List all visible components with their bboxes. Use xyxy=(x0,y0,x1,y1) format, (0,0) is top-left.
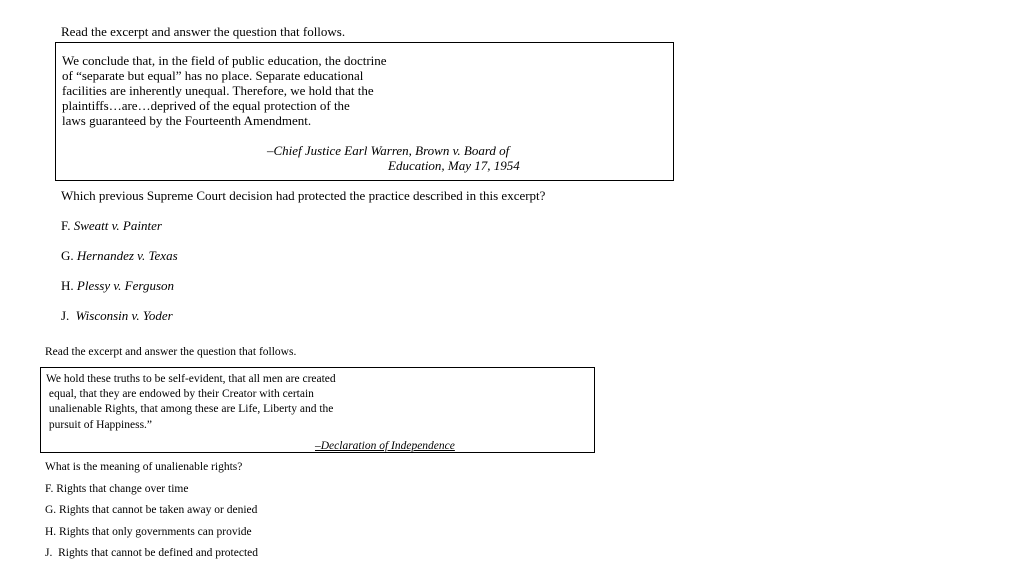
q1-excerpt-line: We conclude that, in the field of public education, the doctrine xyxy=(62,53,387,68)
q2-option-j[interactable]: J. Rights that cannot be defined and protected xyxy=(45,547,259,559)
q1-prompt: Which previous Supreme Court decision had protected the practice described in this excerpt? xyxy=(61,188,546,203)
q2-excerpt-line: We hold these truths to be self-evident, that all men are created xyxy=(46,373,336,385)
q2-option-h[interactable]: H. Rights that only governments can provide xyxy=(45,526,252,538)
option-text: Wisconsin v. Yoder xyxy=(75,308,173,323)
q1-attribution-line1: –Chief Justice Earl Warren, Brown v. Board of xyxy=(267,143,510,158)
q2-prompt: What is the meaning of unalienable rights? xyxy=(45,461,243,473)
option-text: Sweatt v. Painter xyxy=(73,218,162,233)
option-letter: F. xyxy=(61,218,71,233)
q2-excerpt-line: pursuit of Happiness.” xyxy=(46,419,153,431)
q2-excerpt-line: unalienable Rights, that among these are Life, Liberty and the xyxy=(46,403,334,415)
q1-excerpt-line: facilities are inherently unequal. Therefore, we hold that the xyxy=(62,83,374,98)
q1-excerpt-box xyxy=(55,42,674,181)
q2-excerpt-line: equal, that they are endowed by their Creator with certain xyxy=(46,388,314,400)
q1-option-f[interactable] xyxy=(61,218,162,234)
q2-instruction: Read the excerpt and answer the question that follows. xyxy=(45,346,297,358)
q1-excerpt-line: plaintiffs…are…deprived of the equal protection of the xyxy=(62,98,350,113)
option-text: Hernandez v. Texas xyxy=(76,248,178,263)
q1-option-g[interactable] xyxy=(61,248,178,264)
option-letter: H. xyxy=(61,278,74,293)
option-text: Plessy v. Ferguson xyxy=(76,278,175,293)
q1-attribution-line2: Education, May 17, 1954 xyxy=(388,158,520,173)
q1-excerpt-line: of “separate but equal” has no place. Separate educational xyxy=(62,68,364,83)
q2-option-f[interactable]: F. Rights that change over time xyxy=(45,483,189,495)
option-letter: J. xyxy=(61,308,70,323)
q1-option-h[interactable] xyxy=(61,278,174,294)
q2-attribution: –Declaration of Independence xyxy=(315,440,455,452)
q2-option-g[interactable]: G. Rights that cannot be taken away or denied xyxy=(45,504,258,516)
q2-excerpt-box xyxy=(40,367,595,453)
q1-excerpt-line: laws guaranteed by the Fourteenth Amendment. xyxy=(62,113,312,128)
q1-option-j[interactable] xyxy=(61,308,173,324)
q1-instruction: Read the excerpt and answer the question that follows. xyxy=(61,24,346,39)
option-letter: G. xyxy=(61,248,74,263)
